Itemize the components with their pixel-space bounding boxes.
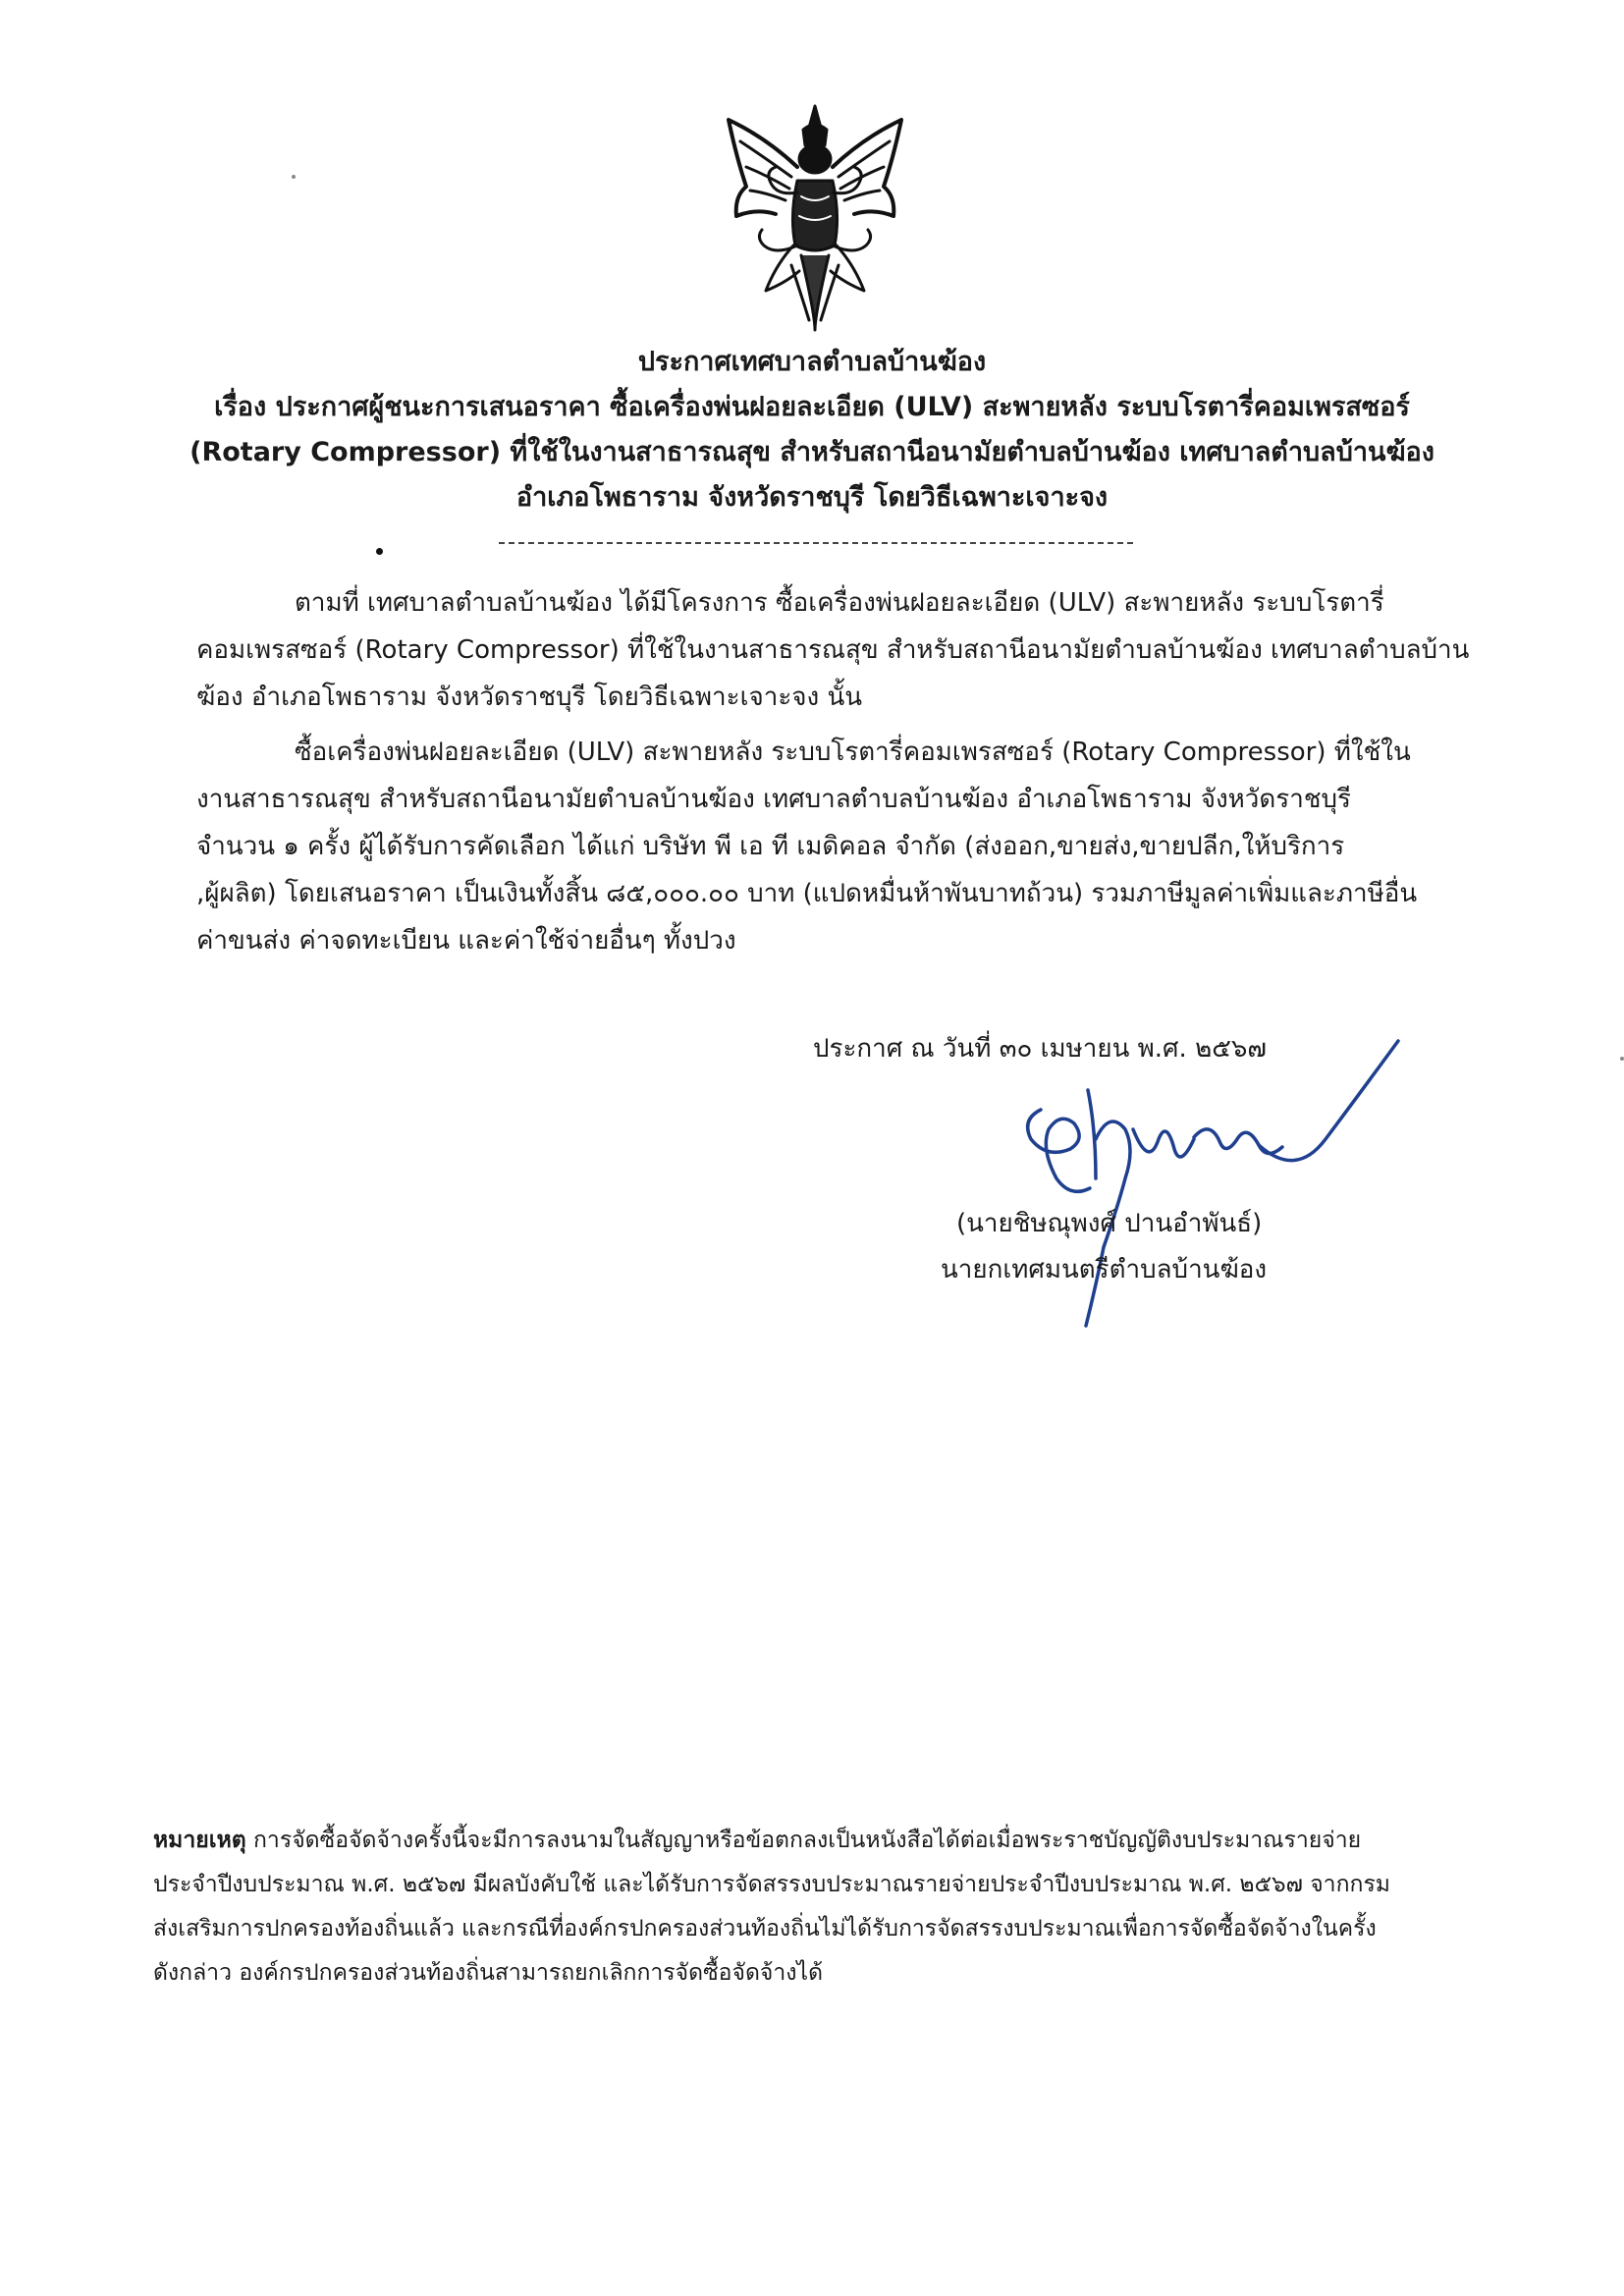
remark-section <box>153 1819 1479 1995</box>
paragraph-line: ซื้อเครื่องพ่นฝอยละเอียด (ULV) สะพายหลัง ระบบโรตารี่คอมเพรสซอร์ (Rotary Compressor) ที่ใช้ใน <box>295 738 1411 767</box>
scan-speck <box>292 175 296 179</box>
title-line-2: เรื่อง ประกาศผู้ชนะการเสนอราคา ซื้อเครื่องพ่นฝอยละเอียด (ULV) สะพายหลัง ระบบโรตารี่คอมเพรสซอร์ <box>214 392 1410 422</box>
paragraph-line: งานสาธารณสุข สำหรับสถานีอนามัยตำบลบ้านฆ้อง เทศบาลตำบลบ้านฆ้อง อำเภอโพธาราม จังหวัดราชบุรี <box>196 785 1351 814</box>
separator-line <box>499 542 1133 546</box>
scan-speck <box>1620 1057 1624 1061</box>
handwritten-signature <box>1001 1031 1414 1336</box>
remark-line: ประจำปีงบประมาณ พ.ศ. ๒๕๖๗ มีผลบังคับใช้ และได้รับการจัดสรรงบประมาณรายจ่ายประจำปีงบประมาณ พ.ศ. ๒๕๖๗ จากกรม <box>153 1872 1390 1897</box>
title-line-1: ประกาศเทศบาลตำบลบ้านฆ้อง <box>637 347 987 377</box>
body-paragraph-2 <box>196 729 1473 964</box>
remark-text: การจัดซื้อจัดจ้างครั้งนี้จะมีการลงนามในสัญญาหรือข้อตกลงเป็นหนังสือได้ต่อเมื่อพระราชบัญญัติงบประมาณรายจ่าย <box>245 1828 1362 1853</box>
body-paragraph-1 <box>196 579 1473 721</box>
paragraph-line: ฆ้อง อำเภอโพธาราม จังหวัดราชบุรี โดยวิธีเฉพาะเจาะจง นั้น <box>196 683 863 712</box>
remark-line <box>153 1819 1479 1863</box>
paragraph-line: ,ผู้ผลิต) โดยเสนอราคา เป็นเงินทั้งสิ้น ๘๕,๐๐๐.๐๐ บาท (แปดหมื่นห้าพันบาทถ้วน) รวมภาษีมูลค่าเพิ่มและภาษีอื่น <box>196 879 1418 908</box>
announcement-title <box>147 340 1477 520</box>
title-line-3: (Rotary Compressor) ที่ใช้ในงานสาธารณสุข สำหรับสถานีอนามัยตำบลบ้านฆ้อง เทศบาลตำบลบ้านฆ้อง <box>189 437 1435 467</box>
garuda-emblem-icon <box>707 98 923 334</box>
remark-line: ดังกล่าว องค์กรปกครองส่วนท้องถิ่นสามารถยกเลิกการจัดซื้อจัดจ้างได้ <box>153 1960 824 1986</box>
signer-name: (นายชิษณุพงศ์ ปานอำพันธ์) <box>956 1209 1263 1238</box>
announcement-date: ประกาศ ณ วันที่ ๓๐ เมษายน พ.ศ. ๒๕๖๗ <box>813 1034 1267 1064</box>
remark-label: หมายเหตุ <box>153 1828 246 1853</box>
title-line-4: อำเภอโพธาราม จังหวัดราชบุรี โดยวิธีเฉพาะเจาะจง <box>515 482 1109 513</box>
stray-mark <box>376 548 383 555</box>
paragraph-line: ค่าขนส่ง ค่าจดทะเบียน และค่าใช้จ่ายอื่นๆ ทั้งปวง <box>196 926 736 956</box>
paragraph-line: จำนวน ๑ ครั้ง ผู้ได้รับการคัดเลือก ได้แก่ บริษัท พี เอ ที เมดิคอล จำกัด (ส่งออก,ขายส่ง,ขายปลีก,ให้บริการ <box>196 832 1345 861</box>
signer-title: นายกเทศมนตรีตำบลบ้านฆ้อง <box>941 1255 1268 1285</box>
paragraph-line: คอมเพรสซอร์ (Rotary Compressor) ที่ใช้ในงานสาธารณสุข สำหรับสถานีอนามัยตำบลบ้านฆ้อง เทศบาลตำบลบ้าน <box>196 635 1470 665</box>
remark-line: ส่งเสริมการปกครองท้องถิ่นแล้ว และกรณีที่องค์กรปกครองส่วนท้องถิ่นไม่ได้รับการจัดสรรงบประมาณเพื่อการจัดซื้อจัดจ้างในครั้ง <box>153 1916 1377 1941</box>
paragraph-line: ตามที่ เทศบาลตำบลบ้านฆ้อง ได้มีโครงการ ซื้อเครื่องพ่นฝอยละเอียด (ULV) สะพายหลัง ระบบโรตารี่ <box>295 588 1384 618</box>
